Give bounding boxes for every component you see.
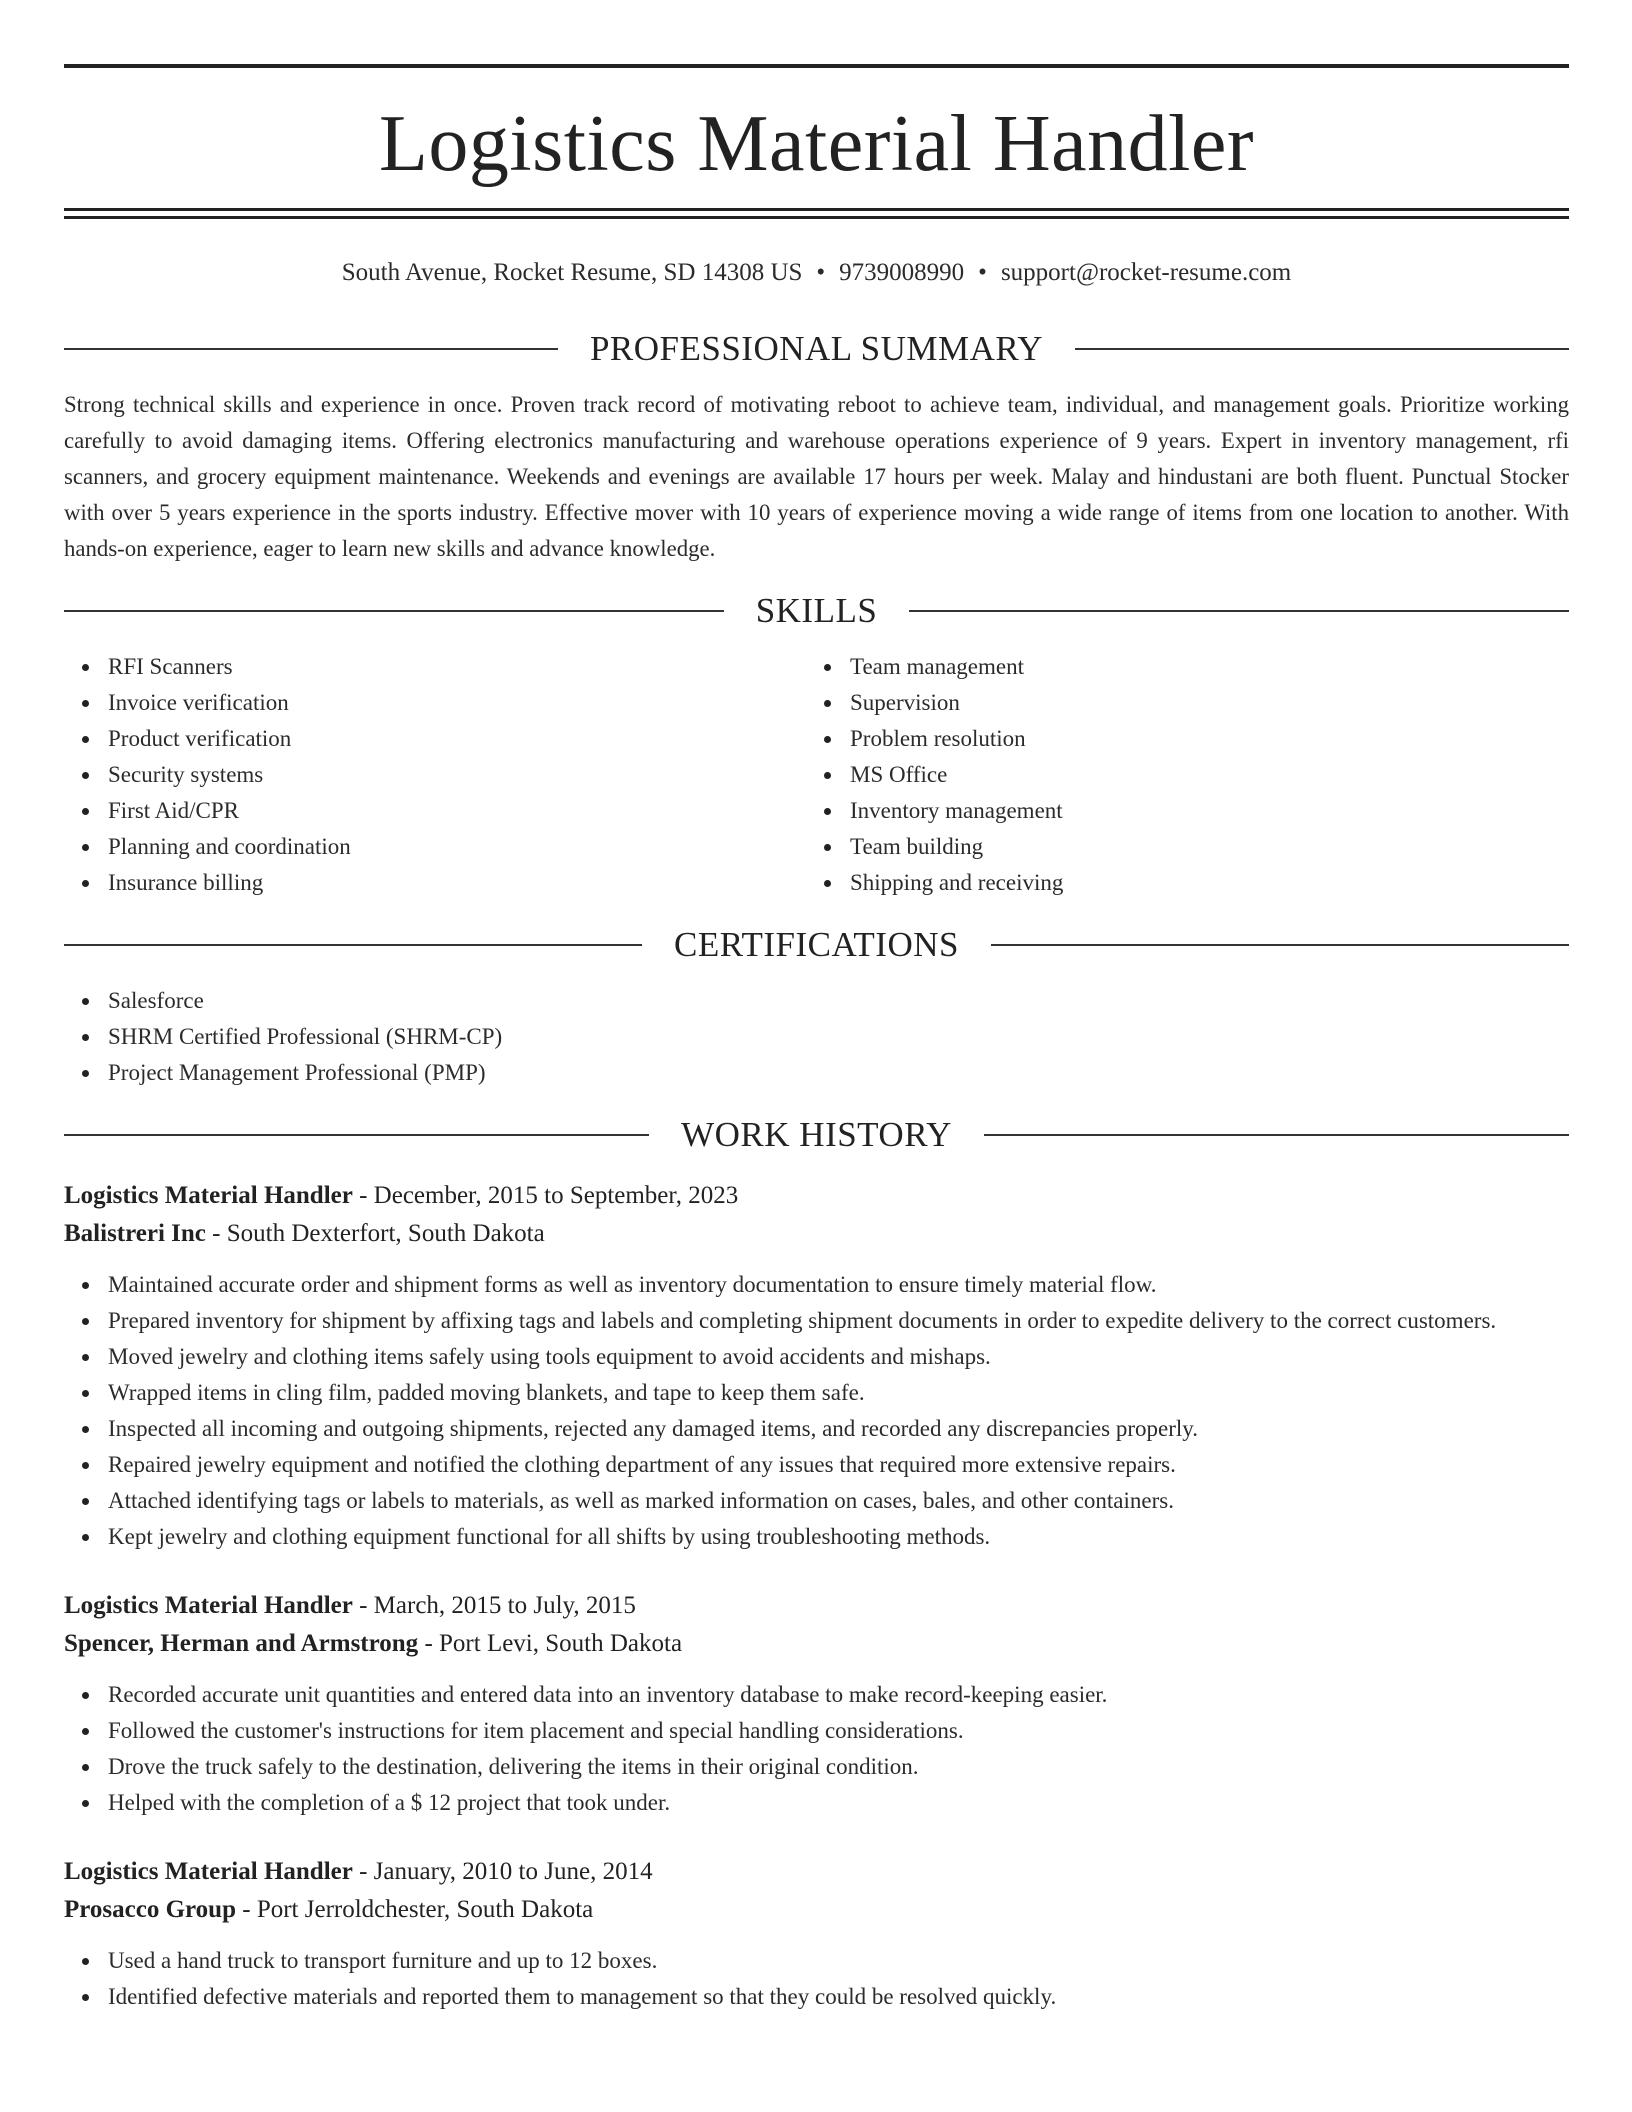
job-duty-item: Wrapped items in cling film, padded moving blankets, and tape to keep them safe. xyxy=(108,1375,1569,1411)
skill-item: First Aid/CPR xyxy=(108,793,806,829)
section-title: PROFESSIONAL SUMMARY xyxy=(589,329,1044,368)
job-title-line xyxy=(64,1853,1569,1891)
job-duty-item: Repaired jewelry equipment and notified the clothing department of any issues that required more extensive repairs. xyxy=(108,1447,1569,1483)
section-header-work-history xyxy=(64,1115,1569,1155)
email[interactable]: support@rocket-resume.com xyxy=(1000,259,1292,286)
job-duty-item: Used a hand truck to transport furniture and up to 12 boxes. xyxy=(108,1943,1569,1979)
certification-item: Project Management Professional (PMP) xyxy=(108,1055,1569,1091)
skill-item: Planning and coordination xyxy=(108,829,806,865)
skill-item: Invoice verification xyxy=(108,685,806,721)
separator-dot: • xyxy=(816,259,826,286)
separator-dot: • xyxy=(978,259,987,286)
job-duty-item: Moved jewelry and clothing items safely using tools equipment to avoid accidents and mishaps. xyxy=(108,1339,1569,1375)
certification-item: SHRM Certified Professional (SHRM-CP) xyxy=(108,1019,1569,1055)
section-title: SKILLS xyxy=(755,591,878,630)
section-header-summary xyxy=(64,329,1569,369)
professional-summary: Strong technical skills and experience in once. Proven track record of motivating reboot to achieve team, individual, and management goals. Prioritize working carefully to avoid damaging items. Offering electronics manufacturing and warehouse operations experience of 9 years. Expert in inventory management, rfi scanners, and grocery equipment maintenance. Weekends and evenings are available 17 hours per week. Malay and hindustani are both fluent. Punctual Stocker with over 5 years experience in the sports industry. Effective mover with 10 years of experience moving a wide range of items from one location to another. With hands-on experience, eager to learn new skills and advance knowledge. xyxy=(64,392,1569,561)
skill-item: MS Office xyxy=(850,757,1548,793)
work-history xyxy=(64,1177,1569,2015)
job-title: Logistics Material Handler xyxy=(64,1182,353,1209)
skill-item: Supervision xyxy=(850,685,1548,721)
section-title: WORK HISTORY xyxy=(681,1115,952,1154)
section-header-certifications xyxy=(64,925,1569,965)
job-title: Logistics Material Handler xyxy=(64,1592,353,1619)
skills-grid xyxy=(64,649,1569,901)
job-title-line xyxy=(64,1587,1569,1625)
divider-line xyxy=(909,610,1569,612)
skill-item: Team building xyxy=(850,829,1548,865)
job-duty-item: Identified defective materials and reported them to management so that they could be resolved quickly. xyxy=(108,1979,1569,2015)
job-dates: - January, 2010 to June, 2014 xyxy=(352,1858,653,1885)
job-location: - Port Jerroldchester, South Dakota xyxy=(236,1896,594,1923)
job-entry xyxy=(64,1587,1569,1821)
job-dates: - December, 2015 to September, 2023 xyxy=(352,1182,739,1209)
top-rule xyxy=(64,64,1569,68)
skill-item: Team management xyxy=(850,649,1548,685)
skill-item: RFI Scanners xyxy=(108,649,806,685)
job-title-line xyxy=(64,1177,1569,1215)
job-entry xyxy=(64,1177,1569,1555)
resume-page xyxy=(64,64,1569,2015)
skill-item: Problem resolution xyxy=(850,721,1548,757)
job-company-line xyxy=(64,1625,1569,1663)
skills-column-right xyxy=(806,649,1548,901)
job-dates: - March, 2015 to July, 2015 xyxy=(352,1592,636,1619)
job-duty-item: Prepared inventory for shipment by affixing tags and labels and completing shipment documents in order to expedite delivery to the correct customers. xyxy=(108,1303,1569,1339)
divider-line xyxy=(1075,348,1569,350)
job-duty-item: Maintained accurate order and shipment forms as well as inventory documentation to ensure timely material flow. xyxy=(108,1267,1569,1303)
job-duty-item: Followed the customer's instructions for item placement and special handling considerations. xyxy=(108,1713,1569,1749)
phone: 9739008990 xyxy=(839,259,965,286)
skill-item: Inventory management xyxy=(850,793,1548,829)
section-title: CERTIFICATIONS xyxy=(674,925,959,964)
job-duty-item: Kept jewelry and clothing equipment functional for all shifts by using troubleshooting methods. xyxy=(108,1519,1569,1555)
job-duties-list xyxy=(64,1267,1569,1555)
certifications-list xyxy=(64,983,1569,1091)
divider-line xyxy=(64,1134,649,1136)
certification-item: Salesforce xyxy=(108,983,1569,1019)
skill-item: Security systems xyxy=(108,757,806,793)
divider-line xyxy=(64,944,642,946)
title-double-rule xyxy=(64,208,1569,219)
job-duties-list xyxy=(64,1677,1569,1821)
job-company-line xyxy=(64,1215,1569,1253)
job-duty-item: Helped with the completion of a $ 12 project that took under. xyxy=(108,1785,1569,1821)
contact-line xyxy=(64,255,1569,291)
job-duties-list xyxy=(64,1943,1569,2015)
job-duty-item: Attached identifying tags or labels to materials, as well as marked information on cases, bales, and other containers. xyxy=(108,1483,1569,1519)
skill-item: Shipping and receiving xyxy=(850,865,1548,901)
company-name: Balistreri Inc xyxy=(64,1220,206,1247)
job-title: Logistics Material Handler xyxy=(64,1858,353,1885)
skill-item: Product verification xyxy=(108,721,806,757)
job-company-line xyxy=(64,1891,1569,1929)
skill-item: Insurance billing xyxy=(108,865,806,901)
section-header-skills xyxy=(64,591,1569,631)
divider-line xyxy=(991,944,1569,946)
job-duty-item: Inspected all incoming and outgoing shipments, rejected any damaged items, and recorded any discrepancies properly. xyxy=(108,1411,1569,1447)
divider-line xyxy=(984,1134,1569,1136)
skills-list xyxy=(64,649,806,901)
job-location: - Port Levi, South Dakota xyxy=(418,1630,683,1657)
job-duty-item: Recorded accurate unit quantities and entered data into an inventory database to make record-keeping easier. xyxy=(108,1677,1569,1713)
certifications xyxy=(64,983,1569,1091)
job-location: - South Dexterfort, South Dakota xyxy=(205,1220,545,1247)
job-entry xyxy=(64,1853,1569,2015)
address: South Avenue, Rocket Resume, SD 14308 US xyxy=(341,259,803,286)
divider-line xyxy=(64,348,558,350)
company-name: Prosacco Group xyxy=(64,1896,236,1923)
company-name: Spencer, Herman and Armstrong xyxy=(64,1630,419,1657)
job-duty-item: Drove the truck safely to the destination, delivering the items in their original condition. xyxy=(108,1749,1569,1785)
skills-list xyxy=(806,649,1548,901)
resume-title: Logistics Material Handler xyxy=(379,100,1254,188)
skills-column-left xyxy=(64,649,806,901)
divider-line xyxy=(64,610,724,612)
